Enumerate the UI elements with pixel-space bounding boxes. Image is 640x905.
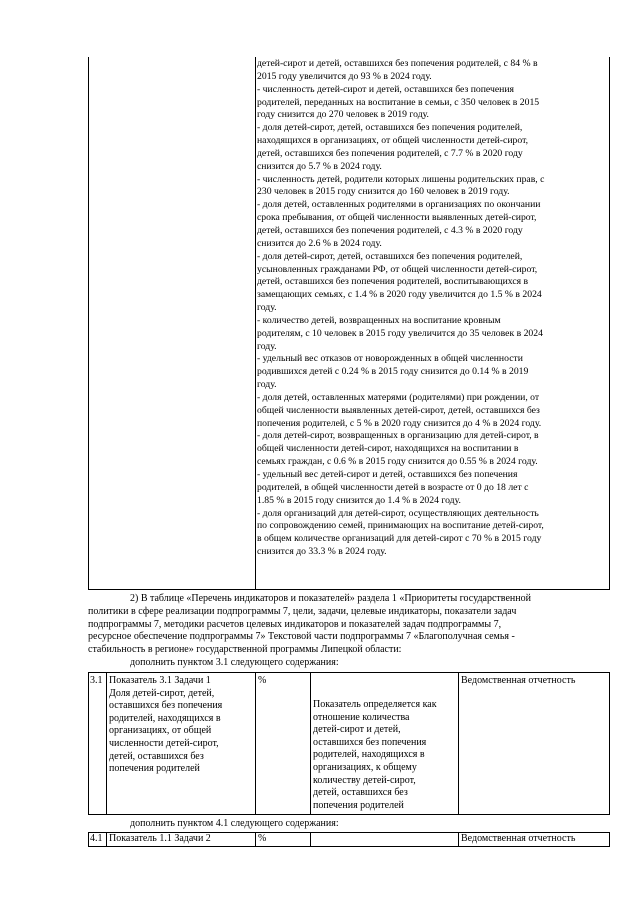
table-column-divider	[255, 57, 256, 589]
indicators-description-cell	[257, 58, 606, 559]
unit-cell: %	[258, 675, 267, 686]
text-line: попечения родителей, с 5 % в 2020 году снизится до 4 % в 2024 году.	[257, 417, 542, 429]
text-line: году.	[257, 302, 277, 314]
col-divider	[106, 673, 107, 814]
text-line: 2) В таблице «Перечень индикаторов и показателей» раздела 1 «Приоритеты государственной	[130, 593, 531, 604]
text-line: 2015 году увеличится до 93 % в 2024 году.	[257, 70, 432, 82]
text-line: численности детей-сирот,	[109, 737, 219, 749]
text-line: году.	[257, 379, 277, 391]
indicator-name-cell	[109, 675, 252, 776]
text-line: - количество детей, возвращенных на воспитание кровным	[257, 314, 501, 326]
text-line: организациях, к общему	[313, 761, 417, 773]
table-item-3-1	[88, 672, 610, 815]
text-line: году снизится до 270 человек в 2019 году.	[257, 109, 429, 121]
calculation-method-cell	[313, 699, 455, 812]
col-divider	[310, 833, 311, 846]
text-line: 230 человек в 2015 году снизится до 160 человек в 2019 году.	[257, 186, 510, 198]
item-number: 3.1	[90, 675, 103, 686]
add-item-3-1-instruction: дополнить пунктом 3.1 следующего содержания:	[130, 657, 339, 668]
text-line: находящихся в организациях, от общей численности детей-сирот,	[257, 135, 528, 147]
text-line: оставшихся без попечения	[313, 736, 427, 748]
add-item-4-1-instruction: дополнить пунктом 4.1 следующего содержания:	[130, 818, 339, 829]
text-line: - удельный вес отказов от новорожденных в общей численности	[257, 353, 523, 365]
text-line: - доля детей-сирот, детей, оставшихся без попечения родителей,	[257, 250, 523, 262]
text-line: - численность детей, родители которых лишены родительских прав, с	[257, 173, 545, 185]
text-line: детей, оставшихся без попечения родителей, с 7.7 % в 2020 году	[257, 147, 523, 159]
text-line: родившихся детей с 0.24 % в 2015 году снизится до 0.14 % в 2019	[257, 366, 529, 378]
text-line: Показатель 3.1 Задачи 1	[109, 675, 211, 686]
col-divider	[458, 673, 459, 814]
text-line: - доля детей, оставленных родителями в организациях по окончании	[257, 199, 541, 211]
text-line: - доля детей-сирот, детей, оставшихся без попечения родителей,	[257, 122, 523, 134]
text-line: Доля детей-сирот, детей,	[109, 687, 215, 699]
text-line: - доля детей, оставленных матерями (родителями) при рождении, от	[257, 391, 540, 403]
text-line: детей, оставшихся без	[313, 787, 408, 799]
col-divider	[106, 833, 107, 846]
col-divider	[458, 833, 459, 846]
text-line: количеству детей-сирот,	[313, 774, 416, 786]
text-line: срока пребывания, от общей численности выявленных детей-сирот,	[257, 212, 537, 224]
text-line: ресурсное обеспечение подпрограммы 7» Текстовой части подпрограммы 7 «Благополучная семья -	[88, 631, 515, 643]
text-line: общей численности выявленных детей-сирот, детей, оставшихся без	[257, 404, 540, 416]
col-divider	[255, 673, 256, 814]
text-line: в общем количестве организаций для детей-сирот с 70 % в 2015 году	[257, 533, 542, 545]
text-line: детей, оставшихся без попечения родителей, с 4.3 % в 2020 году	[257, 224, 523, 236]
text-line: подпрограммы 7, методики расчетов целевых индикаторов и показателей задач подпрограммы 7,	[88, 618, 502, 630]
text-line: замещающих семьях, с 1.4 % в 2020 году увеличится до 1.5 % в 2024	[257, 289, 542, 301]
text-line: политики в сфере реализации подпрограммы 7, цели, задачи, целевые индикаторы, показатели задач	[88, 605, 517, 617]
text-line: родителей, находящихся в	[109, 712, 221, 724]
text-line: попечения родителей	[313, 799, 404, 811]
text-line: семьях граждан, с 0.6 % в 2015 году снизится до 0.55 % в 2024 году.	[257, 456, 538, 468]
text-line: - доля детей-сирот, возвращенных в организацию для детей-сирот, в	[257, 430, 539, 442]
indicator-name-cell: Показатель 1.1 Задачи 2	[109, 833, 211, 844]
text-line: усыновленных гражданами РФ, от общей численности детей-сирот,	[257, 263, 538, 275]
data-source-cell: Ведомственная отчетность	[461, 833, 576, 844]
indicators-table-continuation	[88, 57, 610, 590]
text-line: родителям, с 10 человек в 2015 году увеличится до 35 человек в 2024	[257, 327, 543, 339]
text-line: по сопровождению семей, принимающих на воспитание детей-сирот,	[257, 520, 544, 532]
text-line: общей численности детей-сирот, находящихся на воспитании в	[257, 443, 519, 455]
text-line: родителей, находящихся в	[313, 749, 425, 761]
text-line: детей, оставшихся без попечения родителей, воспитывающихся в	[257, 276, 529, 288]
text-line: родителей, переданных на воспитание в семьи, с 350 человек в 2015	[257, 96, 540, 108]
data-source-cell: Ведомственная отчетность	[461, 675, 576, 686]
text-line: снизится до 2.6 % в 2024 году.	[257, 237, 382, 249]
text-line: оставшихся без попечения	[109, 700, 223, 712]
text-line: - доля организаций для детей-сирот, осуществляющих деятельность	[257, 507, 539, 519]
text-line: 1.85 % в 2015 году снизится до 1.4 % в 2024 году.	[257, 494, 461, 506]
text-line: - удельный вес детей-сирот и детей, оставшихся без попечения	[257, 469, 518, 480]
text-line: стабильность в регионе» государственной программы Липецкой области:	[88, 644, 402, 656]
text-line: - численность детей-сирот и детей, оставшихся без попечения	[257, 83, 514, 95]
text-line: детей, оставшихся без	[109, 750, 204, 762]
text-line: снизится до 33.3 % в 2024 году.	[257, 546, 387, 558]
amendment-paragraph-2	[88, 593, 610, 657]
item-number: 4.1	[90, 833, 103, 844]
text-line: детей-сирот и детей,	[313, 724, 401, 736]
text-line: году.	[257, 340, 277, 352]
text-line: попечения родителей	[109, 763, 200, 775]
table-item-4-1	[88, 832, 610, 847]
text-line: детей-сирот и детей, оставшихся без попечения родителей, с 84 % в	[257, 58, 538, 69]
text-line: родителей, в общей численности детей в возрасте от 0 до 18 лет с	[257, 481, 529, 493]
text-line: отношение количества	[313, 711, 410, 723]
text-line: Показатель определяется как	[313, 699, 437, 710]
text-line: организациях, от общей	[109, 725, 212, 737]
col-divider	[310, 673, 311, 814]
text-line: снизится до 5.7 % в 2024 году.	[257, 160, 382, 172]
col-divider	[255, 833, 256, 846]
unit-cell: %	[258, 833, 267, 844]
